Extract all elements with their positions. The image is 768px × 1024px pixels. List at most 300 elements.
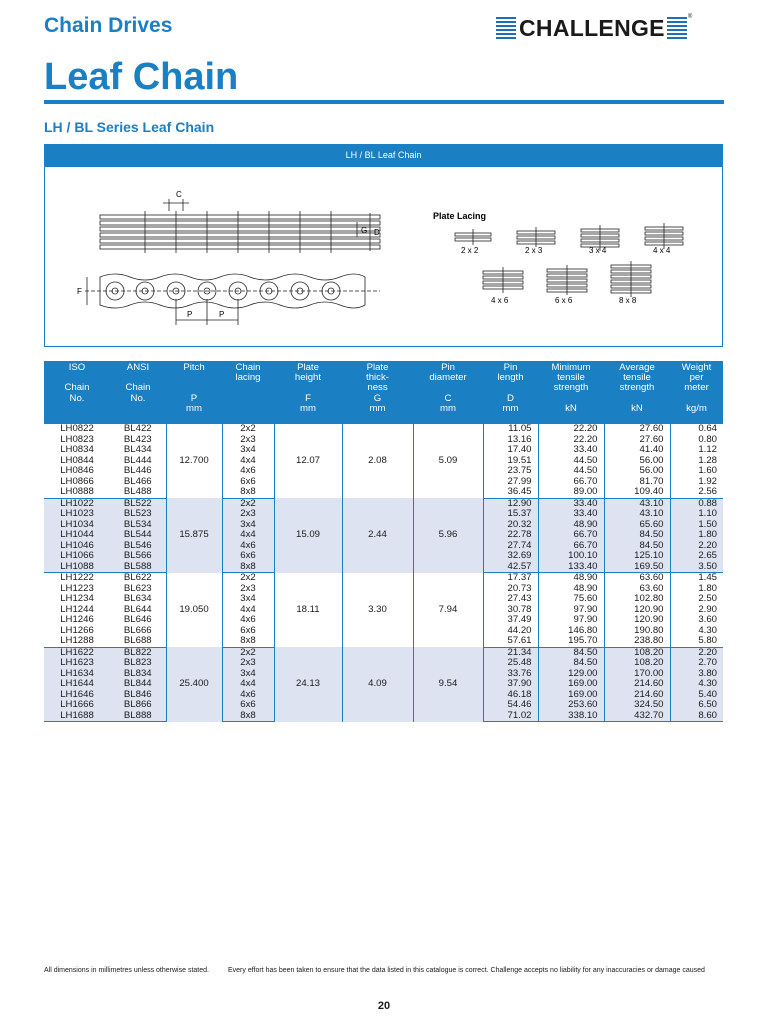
dim-label-f: F bbox=[77, 287, 82, 296]
column-header-line: thick- bbox=[366, 372, 389, 384]
table-cell: BL423 bbox=[123, 433, 152, 445]
column-header-line: kg/m bbox=[686, 402, 707, 414]
table-cell: 37.49 bbox=[483, 615, 538, 626]
table-cell: 1.12 bbox=[670, 445, 723, 456]
table-cell: 97.90 bbox=[538, 605, 604, 616]
table-cell: 0.64 bbox=[670, 424, 723, 435]
table-cell: 2x3 bbox=[222, 584, 274, 595]
table-cell: LH1023 bbox=[44, 509, 110, 520]
table-cell: 36.45 bbox=[483, 487, 538, 498]
table-cell: LH1034 bbox=[44, 520, 110, 531]
column-header-line: lacing bbox=[235, 372, 261, 384]
table-cell: 54.46 bbox=[483, 700, 538, 711]
column-header bbox=[413, 361, 483, 424]
table-cell: 3x4 bbox=[222, 520, 274, 531]
table-cell: 63.60 bbox=[604, 573, 670, 584]
table-cell: 8x8 bbox=[222, 562, 274, 573]
table-cell: 44.20 bbox=[483, 626, 538, 637]
table-cell: 2.08 bbox=[342, 424, 413, 498]
dim-label-p1: P bbox=[187, 310, 193, 319]
lacing-2x3-icon bbox=[517, 227, 555, 247]
table-cell: 19.050 bbox=[166, 573, 222, 648]
table-cell: 100.10 bbox=[538, 551, 604, 562]
table-cell: 195.70 bbox=[538, 636, 604, 647]
table-cell: 5.96 bbox=[413, 498, 483, 573]
table-cell: 2x2 bbox=[222, 647, 274, 658]
column-header-line: mm bbox=[440, 402, 456, 414]
table-cell: 6.50 bbox=[670, 700, 723, 711]
table-cell: 48.90 bbox=[538, 520, 604, 531]
table-cell: 84.50 bbox=[604, 541, 670, 552]
column-header-line: per bbox=[689, 372, 704, 384]
column-header-line: ISO bbox=[68, 362, 86, 373]
page-title: Leaf Chain bbox=[44, 56, 239, 98]
table-cell: 57.61 bbox=[483, 636, 538, 647]
table-cell: 12.90 bbox=[483, 498, 538, 509]
table-cell: LH1088 bbox=[44, 562, 110, 573]
table-cell: LH1634 bbox=[44, 669, 110, 680]
lacing-label: 3 x 4 bbox=[589, 246, 607, 255]
table-cell: 15.37 bbox=[483, 509, 538, 520]
table-cell: 169.00 bbox=[538, 679, 604, 690]
table-cell: 30.78 bbox=[483, 605, 538, 616]
table-cell: 27.60 bbox=[604, 424, 670, 435]
table-cell: LH1666 bbox=[44, 700, 110, 711]
table-cell: 0.88 bbox=[670, 498, 723, 509]
figure-caption: LH / BL Leaf Chain bbox=[45, 145, 722, 167]
leaf-chain-diagram bbox=[45, 167, 722, 345]
table-cell: LH0823 bbox=[60, 433, 94, 445]
table-cell: 109.40 bbox=[604, 487, 670, 498]
logo-text: CHALLENGE bbox=[519, 14, 665, 41]
table-cell: 214.60 bbox=[604, 690, 670, 701]
dim-label-g: G bbox=[361, 226, 368, 235]
table-cell: 2x3 bbox=[222, 509, 274, 520]
logo-stripes-icon bbox=[667, 17, 687, 39]
lacing-label: 6 x 6 bbox=[555, 296, 573, 305]
table-cell: LH0866 bbox=[60, 475, 94, 487]
table-cell: 84.50 bbox=[604, 530, 670, 541]
table-cell: 120.90 bbox=[604, 605, 670, 616]
table-cell: 2.20 bbox=[670, 647, 723, 658]
table-row bbox=[44, 424, 723, 435]
table-cell: LH1223 bbox=[60, 582, 94, 594]
table-cell: 253.60 bbox=[538, 700, 604, 711]
table-cell: 22.20 bbox=[538, 435, 604, 446]
page-number: 20 bbox=[377, 1000, 391, 1012]
table-cell: 84.50 bbox=[538, 647, 604, 658]
table-cell: 108.20 bbox=[604, 658, 670, 669]
table-cell: 5.40 bbox=[670, 690, 723, 701]
table-cell: BL622 bbox=[123, 572, 152, 583]
table-cell: 2x3 bbox=[222, 658, 274, 669]
table-cell: 4x4 bbox=[222, 530, 274, 541]
table-cell: 108.20 bbox=[604, 647, 670, 658]
table-cell: 2.70 bbox=[670, 658, 723, 669]
table-cell: BL888 bbox=[110, 711, 166, 722]
table-cell: 3x4 bbox=[222, 445, 274, 456]
table-cell: 1.45 bbox=[670, 573, 723, 584]
table-cell: LH1623 bbox=[44, 658, 110, 669]
table-cell: BL846 bbox=[110, 690, 166, 701]
plate-lacing-title: Plate Lacing bbox=[433, 211, 487, 221]
column-header-line: G bbox=[373, 392, 382, 404]
table-cell: LH1234 bbox=[60, 593, 94, 604]
dim-label-d: D bbox=[374, 228, 380, 237]
table-cell: LH1046 bbox=[44, 541, 110, 552]
table-cell: 27.74 bbox=[483, 541, 538, 552]
table-cell: 12.700 bbox=[166, 424, 222, 498]
column-header bbox=[538, 361, 604, 424]
table-cell: LH1646 bbox=[44, 690, 110, 701]
column-header-line: D bbox=[507, 392, 514, 404]
table-cell: LH1288 bbox=[44, 636, 110, 647]
table-cell: 4.30 bbox=[670, 626, 723, 637]
table-cell: 6x6 bbox=[222, 551, 274, 562]
table-cell: BL446 bbox=[123, 465, 152, 476]
table-cell: 33.40 bbox=[538, 509, 604, 520]
lacing-diagrams bbox=[455, 223, 683, 297]
table-cell: 84.50 bbox=[538, 658, 604, 669]
table-cell: 2x3 bbox=[222, 435, 274, 446]
table-cell: 23.75 bbox=[483, 466, 538, 477]
table-cell: 66.70 bbox=[538, 477, 604, 488]
table-cell: 32.69 bbox=[483, 551, 538, 562]
column-header-line: F bbox=[305, 392, 311, 404]
table-cell: 7.94 bbox=[413, 573, 483, 648]
table-cell: 17.40 bbox=[483, 445, 538, 456]
table-cell: 169.00 bbox=[538, 690, 604, 701]
column-header-line: kN bbox=[565, 402, 577, 414]
table-cell: BL688 bbox=[110, 636, 166, 647]
table-cell: 21.34 bbox=[483, 647, 538, 658]
lacing-label: 8 x 8 bbox=[619, 296, 637, 305]
table-cell: BL844 bbox=[110, 679, 166, 690]
column-header bbox=[670, 361, 723, 424]
column-header-line: Weight bbox=[681, 362, 712, 373]
column-header bbox=[604, 361, 670, 424]
column-header bbox=[222, 361, 274, 424]
column-header-line: Chain bbox=[235, 362, 261, 373]
column-header-line: mm bbox=[300, 402, 316, 414]
table-cell: 46.18 bbox=[483, 690, 538, 701]
table-cell: BL523 bbox=[110, 509, 166, 520]
logo-stripes-icon bbox=[496, 17, 516, 39]
table-cell: 81.70 bbox=[604, 477, 670, 488]
table-cell: LH1222 bbox=[60, 572, 94, 583]
table-cell: 190.80 bbox=[604, 626, 670, 637]
table-cell: 8.60 bbox=[670, 711, 723, 722]
column-header-line bbox=[166, 373, 222, 383]
challenge-logo bbox=[496, 14, 728, 42]
table-cell: 1.50 bbox=[670, 520, 723, 531]
table-cell: 44.50 bbox=[538, 466, 604, 477]
column-header-line: Chain bbox=[64, 382, 90, 394]
table-cell: 5.80 bbox=[670, 636, 723, 647]
footer-note-dimensions: All dimensions in millimetres unless otherwise stated. bbox=[44, 967, 209, 974]
table-cell: 3.80 bbox=[670, 669, 723, 680]
table-cell: 71.02 bbox=[483, 711, 538, 722]
table-cell: 66.70 bbox=[538, 530, 604, 541]
table-cell: 13.16 bbox=[483, 435, 538, 446]
table-cell: 11.05 bbox=[483, 424, 538, 435]
table-cell: BL544 bbox=[110, 530, 166, 541]
column-header-line: No. bbox=[130, 392, 146, 404]
column-header-line: kN bbox=[631, 402, 643, 414]
table-cell: 170.00 bbox=[604, 669, 670, 680]
table-cell: 48.90 bbox=[538, 573, 604, 584]
table-cell: 338.10 bbox=[538, 711, 604, 722]
table-cell: 27.60 bbox=[604, 435, 670, 446]
table-cell: 146.80 bbox=[538, 626, 604, 637]
column-header-line: Average bbox=[619, 362, 655, 373]
lacing-6x6-icon bbox=[547, 265, 587, 295]
table-cell: LH1244 bbox=[60, 603, 94, 615]
table-cell: 214.60 bbox=[604, 679, 670, 690]
column-header-line: Plate bbox=[366, 362, 389, 373]
table-cell: LH1622 bbox=[44, 647, 110, 658]
table-cell: 4x6 bbox=[222, 615, 274, 626]
lacing-label: 2 x 2 bbox=[461, 246, 479, 255]
table-cell: 8x8 bbox=[222, 636, 274, 647]
column-header-line: meter bbox=[684, 382, 709, 394]
table-cell: 8x8 bbox=[222, 711, 274, 722]
column-header-line: ANSI bbox=[126, 362, 150, 373]
table-cell: 9.54 bbox=[413, 647, 483, 722]
table-cell: 133.40 bbox=[538, 562, 604, 573]
table-cell: 25.48 bbox=[483, 658, 538, 669]
column-header-line bbox=[44, 404, 110, 414]
table-cell: 19.51 bbox=[483, 456, 538, 467]
table-cell: BL434 bbox=[123, 444, 152, 455]
table-cell: 18.11 bbox=[274, 573, 342, 648]
table-cell: 2.90 bbox=[670, 605, 723, 616]
table-cell: 48.90 bbox=[538, 584, 604, 595]
column-header-line: mm bbox=[186, 402, 202, 414]
table-cell: 15.875 bbox=[166, 498, 222, 573]
table-cell: BL823 bbox=[110, 658, 166, 669]
column-header bbox=[166, 361, 222, 424]
table-cell: LH1066 bbox=[44, 551, 110, 562]
table-cell: 27.43 bbox=[483, 594, 538, 605]
table-cell: 3x4 bbox=[222, 594, 274, 605]
column-header-line: ness bbox=[367, 382, 388, 394]
table-cell: 41.40 bbox=[604, 445, 670, 456]
table-cell: 1.28 bbox=[670, 456, 723, 467]
column-header-line bbox=[222, 383, 274, 393]
table-cell: BL488 bbox=[110, 487, 166, 498]
column-header bbox=[110, 361, 166, 424]
table-cell: 5.09 bbox=[413, 424, 483, 498]
table-cell: BL834 bbox=[110, 669, 166, 680]
column-header bbox=[342, 361, 413, 424]
table-cell: 15.09 bbox=[274, 498, 342, 573]
column-header-line: diameter bbox=[429, 372, 467, 384]
column-header-line: No. bbox=[69, 392, 85, 404]
column-header-line bbox=[110, 404, 166, 414]
column-header-line: Pitch bbox=[183, 362, 205, 373]
table-cell: BL623 bbox=[123, 582, 152, 594]
table-cell: 20.32 bbox=[483, 520, 538, 531]
lacing-label: 4 x 6 bbox=[491, 296, 509, 305]
table-cell: BL422 bbox=[123, 423, 152, 434]
table-cell: 102.80 bbox=[604, 594, 670, 605]
column-header bbox=[483, 361, 538, 424]
table-cell: 4x6 bbox=[222, 466, 274, 477]
column-header-line: Chain bbox=[125, 382, 151, 394]
table-cell: 33.40 bbox=[538, 445, 604, 456]
section-title: Chain Drives bbox=[44, 14, 173, 37]
table-cell: 33.76 bbox=[483, 669, 538, 680]
column-header-line bbox=[222, 394, 274, 404]
table-cell: 6x6 bbox=[222, 700, 274, 711]
table-cell: 4.09 bbox=[342, 647, 413, 722]
table-cell: 2x2 bbox=[222, 573, 274, 584]
column-header-line bbox=[222, 404, 274, 414]
table-cell: 0.80 bbox=[670, 435, 723, 446]
column-header-line: strength bbox=[553, 382, 589, 394]
table-cell: 120.90 bbox=[604, 615, 670, 626]
table-cell: BL866 bbox=[110, 700, 166, 711]
table-cell: BL822 bbox=[110, 647, 166, 658]
table-cell: 169.50 bbox=[604, 562, 670, 573]
lacing-label: 4 x 4 bbox=[653, 246, 671, 255]
table-cell: 1.10 bbox=[670, 509, 723, 520]
table-cell: 125.10 bbox=[604, 551, 670, 562]
table-cell: LH1266 bbox=[60, 624, 94, 636]
table-cell: LH1644 bbox=[44, 679, 110, 690]
table-row bbox=[44, 573, 723, 584]
column-header-line: P bbox=[190, 392, 198, 404]
table-cell: 20.73 bbox=[483, 584, 538, 595]
column-header-line: height bbox=[294, 372, 322, 384]
lacing-8x8-icon bbox=[611, 261, 651, 297]
table-cell: 4x6 bbox=[222, 690, 274, 701]
table-cell: 43.10 bbox=[604, 509, 670, 520]
table-cell: 1.92 bbox=[670, 477, 723, 488]
table-cell: LH0846 bbox=[60, 465, 94, 476]
footer-disclaimer: Every effort has been taken to ensure that the data listed in this catalogue is correct. Challenge accepts no liability for any inaccuracies or damage caused bbox=[228, 967, 705, 974]
table-cell: 324.50 bbox=[604, 700, 670, 711]
column-header bbox=[274, 361, 342, 424]
column-header-line: mm bbox=[369, 402, 386, 414]
dim-label-p2: P bbox=[219, 310, 225, 319]
table-cell: 56.00 bbox=[604, 456, 670, 467]
table-cell: 97.90 bbox=[538, 615, 604, 626]
table-cell: 6x6 bbox=[222, 477, 274, 488]
column-header-line: mm bbox=[502, 402, 519, 414]
table-cell: 4x4 bbox=[222, 456, 274, 467]
table-cell: BL566 bbox=[110, 551, 166, 562]
side-view-drawing bbox=[85, 199, 380, 325]
table-cell: 43.10 bbox=[604, 498, 670, 509]
lacing-2x2-icon bbox=[455, 229, 491, 245]
table-header-row bbox=[44, 361, 723, 424]
table-cell: 37.90 bbox=[483, 679, 538, 690]
table-cell: BL644 bbox=[123, 603, 152, 615]
table-cell: LH1022 bbox=[44, 498, 110, 509]
table-cell: 2x2 bbox=[222, 424, 274, 435]
table-cell: 22.78 bbox=[483, 530, 538, 541]
table-cell: 129.00 bbox=[538, 669, 604, 680]
table-cell: BL546 bbox=[110, 541, 166, 552]
table-cell: 3.30 bbox=[342, 573, 413, 648]
table-cell: 75.60 bbox=[538, 594, 604, 605]
table-cell: 66.70 bbox=[538, 541, 604, 552]
lacing-label: 2 x 3 bbox=[525, 246, 543, 255]
table-cell: 3.50 bbox=[670, 562, 723, 573]
table-cell: 8x8 bbox=[222, 487, 274, 498]
table-cell: 4.30 bbox=[670, 679, 723, 690]
table-cell: 4x4 bbox=[222, 679, 274, 690]
column-header-line: tensile bbox=[557, 372, 585, 384]
table-cell: 44.50 bbox=[538, 456, 604, 467]
column-header-line: C bbox=[444, 392, 452, 404]
table-cell: 33.40 bbox=[538, 498, 604, 509]
registered-mark: ® bbox=[687, 14, 693, 20]
table-cell: 89.00 bbox=[538, 487, 604, 498]
table-cell: 12.07 bbox=[274, 424, 342, 498]
table-cell: 1.80 bbox=[670, 584, 723, 595]
table-cell: 2.65 bbox=[670, 551, 723, 562]
table-cell: LH1688 bbox=[44, 711, 110, 722]
table-cell: 4x4 bbox=[222, 605, 274, 616]
table-cell: 42.57 bbox=[483, 562, 538, 573]
lacing-labels bbox=[461, 246, 671, 305]
table-cell: 238.80 bbox=[604, 636, 670, 647]
table-cell: LH0888 bbox=[44, 487, 110, 498]
table-cell: BL522 bbox=[110, 498, 166, 509]
column-header-line: Plate bbox=[297, 362, 319, 373]
column-header-line: Pin bbox=[441, 362, 455, 373]
table-cell: BL588 bbox=[110, 562, 166, 573]
column-header-line: Minimum bbox=[551, 362, 591, 373]
table-cell: LH1246 bbox=[60, 614, 94, 625]
column-header-line: tensile bbox=[623, 372, 651, 384]
column-header-line: strength bbox=[619, 382, 655, 394]
table-cell: 24.13 bbox=[274, 647, 342, 722]
table-cell: 432.70 bbox=[604, 711, 670, 722]
table-cell: BL444 bbox=[123, 454, 152, 466]
table-cell: BL666 bbox=[123, 624, 152, 636]
table-cell: 2.56 bbox=[670, 487, 723, 498]
title-rule bbox=[44, 100, 724, 104]
table-cell: 2.20 bbox=[670, 541, 723, 552]
table-cell: 4x6 bbox=[222, 541, 274, 552]
table-cell: 63.60 bbox=[604, 584, 670, 595]
table-cell: 22.20 bbox=[538, 424, 604, 435]
table-cell: LH0822 bbox=[60, 423, 94, 434]
leaf-chain-spec-table bbox=[44, 361, 723, 722]
table-cell: BL534 bbox=[110, 520, 166, 531]
table-cell: BL646 bbox=[123, 614, 152, 625]
table-cell: 2.50 bbox=[670, 594, 723, 605]
table-cell: 65.60 bbox=[604, 520, 670, 531]
column-header bbox=[44, 361, 110, 424]
table-cell: 3.60 bbox=[670, 615, 723, 626]
lacing-4x6-icon bbox=[483, 267, 523, 293]
table-cell: 6x6 bbox=[222, 626, 274, 637]
table-cell: 2x2 bbox=[222, 498, 274, 509]
column-header-line: Pin bbox=[503, 362, 518, 373]
dim-label-c: C bbox=[176, 190, 182, 199]
table-cell: 25.400 bbox=[166, 647, 222, 722]
table-cell: LH0834 bbox=[60, 444, 94, 455]
table-cell: BL466 bbox=[123, 475, 152, 487]
table-cell: 3x4 bbox=[222, 669, 274, 680]
table-cell: 27.99 bbox=[483, 477, 538, 488]
table-cell: 17.37 bbox=[483, 573, 538, 584]
